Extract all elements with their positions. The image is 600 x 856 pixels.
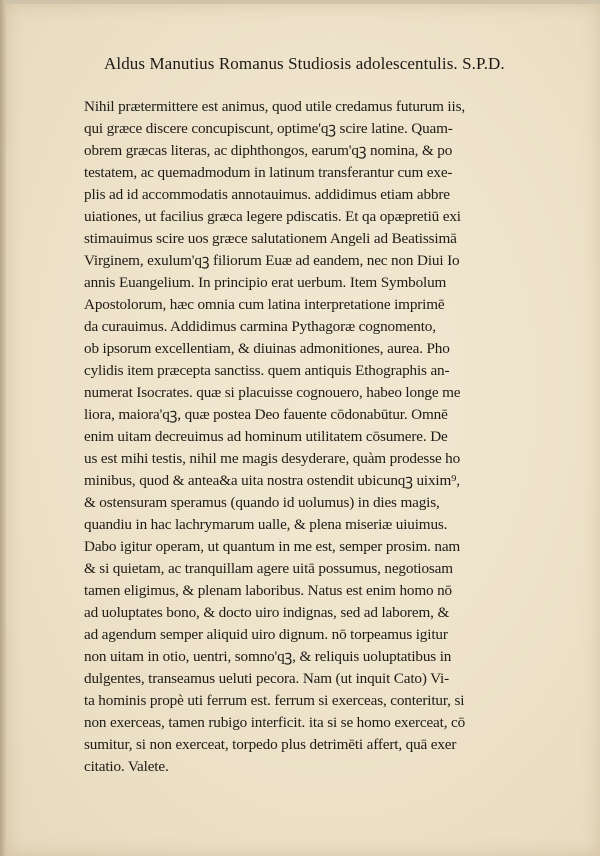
text-line: non uitam in otio, uentri, somno'qꝫ, & reliquis uoluptatibus in xyxy=(84,648,452,665)
text-line: & si quietam, ac tranquillam agere uitā possumus, negotiosam xyxy=(84,560,453,577)
text-line: quandiu in hac lachrymarum ualle, & plena miseriæ uiuimus. xyxy=(84,516,448,533)
text-line: ob ipsorum excellentiam, & diuinas admonitiones, aurea. Pho xyxy=(84,340,450,357)
text-line: Virginem, exulum'qꝫ filiorum Euæ ad eandem, nec non Diui Io xyxy=(84,252,460,269)
text-line: tamen eligimus, & plenam laboribus. Natus est enim homo nō xyxy=(84,582,452,599)
text-line: enim uitam decreuimus ad hominum utilitatem cōsumere. De xyxy=(84,428,448,445)
text-line: non exerceas, tamen rubigo interficit. ita si se homo exerceat, cō xyxy=(84,714,466,731)
text-line: obrem græcas literas, ac diphthongos, earum'qꝫ nomina, & po xyxy=(84,142,453,159)
text-line: da curauimus. Addidimus carmina Pythagoræ cognomento, xyxy=(84,318,436,335)
text-line: & ostensuram speramus (quando id uolumus) in dies magis, xyxy=(84,494,440,511)
text-line: citatio. Valete. xyxy=(84,758,169,775)
text-line: plis ad id accommodatis annotauimus. addidimus etiam abbre xyxy=(84,186,450,203)
text-line: Dabo igitur operam, ut quantum in me est, semper prosim. nam xyxy=(84,538,461,555)
text-line: ad uoluptates bono, & docto uiro indignas, sed ad laborem, & xyxy=(84,604,450,621)
text-line: dulgentes, transeamus ueluti pecora. Nam (ut inquit Cato) Vi- xyxy=(84,670,450,687)
text-line: minibus, quod & antea&a uita nostra ostendit ubicunqꝫ uixim⁹, xyxy=(84,472,460,489)
text-line: annis Euangelium. In principio erat uerbum. Item Symbolum xyxy=(84,274,447,291)
text-line: stimauimus scire uos græce salutationem Angeli ad Beatissimā xyxy=(84,230,457,247)
text-line: sumitur, si non exerceat, torpedo plus detrimēti affert, quā exer xyxy=(84,736,457,753)
body-text xyxy=(84,96,554,778)
text-line: Apostolorum, hæc omnia cum latina interpretatione imprimē xyxy=(84,296,445,313)
text-line: uiationes, ut facilius græca legere pdiscatis. Et qa opæpretiū exi xyxy=(84,208,461,225)
text-line: liora, maiora'qꝫ, quæ postea Deo fauente cōdonabūtur. Omnē xyxy=(84,406,448,423)
text-line: testatem, ac quemadmodum in latinum transferantur cum exe- xyxy=(84,164,453,181)
text-line: Nihil prætermittere est animus, quod utile credamus futurum iis, xyxy=(84,98,465,115)
text-line: numerat Isocrates. quæ si placuisse cognouero, habeo longe me xyxy=(84,384,461,401)
page-heading: Aldus Manutius Romanus Studiosis adolescentulis. S.P.D. xyxy=(104,54,505,73)
text-line: ad agendum semper aliquid uiro dignum. nō torpeamus igitur xyxy=(84,626,448,643)
text-line: qui græce discere concupiscunt, optime'qꝫ scire latine. Quam- xyxy=(84,120,453,137)
text-line: ta hominis propè uti ferrum est. ferrum si exerceas, conteritur, si xyxy=(84,692,465,709)
text-line: cylidis item præcepta sanctiss. quem antiquis Ethographis an- xyxy=(84,362,450,379)
text-line: us est mihi testis, nihil me magis desyderare, quàm prodesse ho xyxy=(84,450,461,467)
